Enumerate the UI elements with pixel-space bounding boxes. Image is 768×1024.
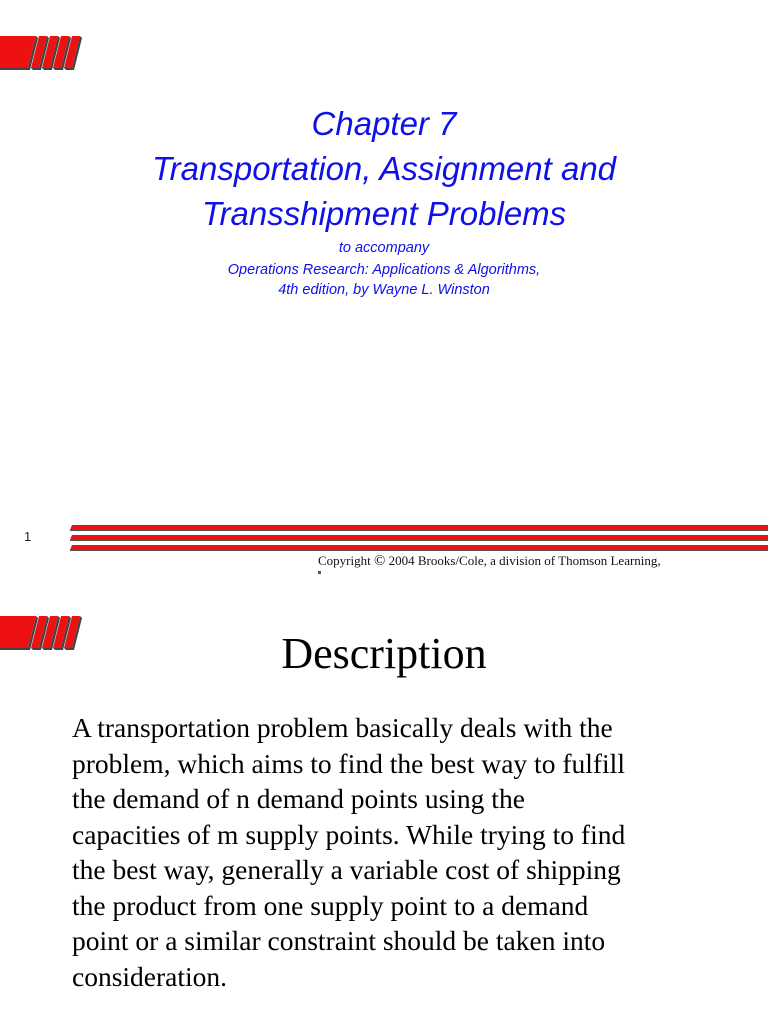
copyright-symbol: © (373, 553, 386, 569)
slide-title-line-1: Transportation, Assignment and (151, 150, 617, 187)
paragraph-line: point or a similar constraint should be taken into (72, 925, 606, 956)
copyright-text: 2004 Brooks/Cole, a division of Thomson Learning, (385, 553, 661, 568)
paragraph-line: consideration. (72, 960, 228, 992)
subtitle-line-2: Operations Research: Applications & Algorithms, (227, 262, 541, 278)
paragraph-line: the product from one supply point to a demand (72, 889, 589, 921)
paragraph-line: A transportation problem basically deals with the (72, 712, 613, 743)
paragraph-line: capacities of m supply points. While trying to find (72, 818, 626, 850)
copyright-overflow-mark (318, 571, 321, 574)
chapter-heading: Chapter 7 (311, 105, 457, 142)
description-slide (0, 590, 768, 1024)
paragraph-line: the demand of n demand points using the (72, 783, 525, 814)
slide-number: 1 (24, 529, 32, 544)
copyright-notice (318, 553, 758, 569)
copyright-prefix: Copyright (318, 553, 371, 568)
subtitle-line-3: 4th edition, by Wayne L. Winston (278, 282, 490, 298)
slide-title-line-2: Transshipment Problems (201, 195, 567, 232)
subtitle-line-1: to accompany (338, 240, 430, 256)
red-footer-stripes (70, 523, 768, 553)
paragraph-line: the best way, generally a variable cost of shipping (72, 854, 621, 885)
description-paragraph (72, 710, 712, 994)
red-striped-block-logo (0, 30, 82, 72)
slide-title: Description (281, 629, 487, 678)
paragraph-line: problem, which aims to find the best way to fulfill (72, 747, 625, 779)
